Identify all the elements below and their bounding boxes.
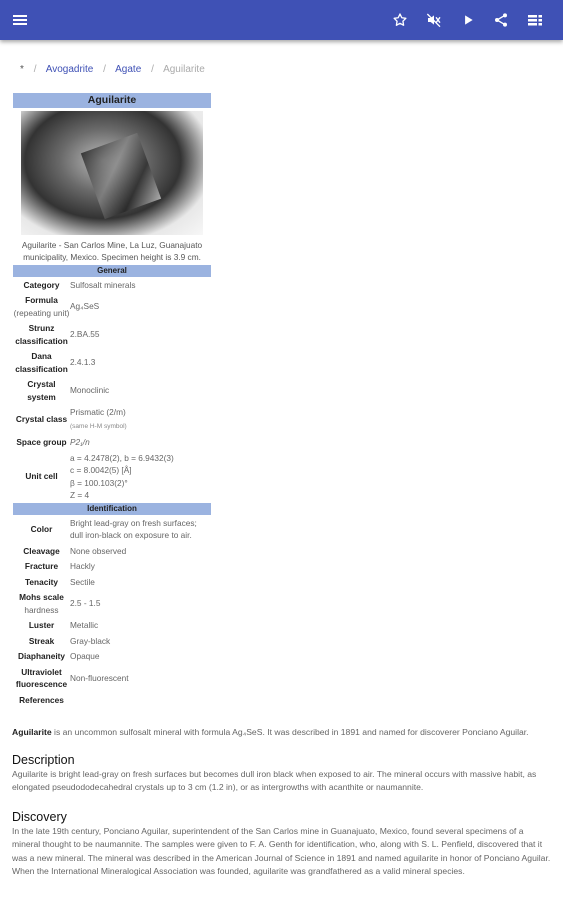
row-label-sub: hardness: [24, 604, 59, 615]
infobox: [13, 93, 211, 708]
discovery-paragraph: In the late 19th century, Ponciano Aguilar, superintendent of the San Carlos mine in Guanajuato, Mexico, found several specimens of a mineral thought to be naumannite. The samples were given to F. A. Genth for identification, who, along with S. L. Penfield, discovered that it was a new mineral. The mineral was described in the American Journal of Science in 1891 and named aguilarite in honor of Ponciano Aguilar. When the International Mineralogical Association was founded, aguilarite was grandfathered as a valid mineral species.: [12, 825, 551, 876]
section-header-general: General: [13, 265, 211, 277]
row-label: Color: [30, 523, 53, 534]
breadcrumb-separator: /: [151, 64, 154, 75]
row-label: Dana classification: [15, 351, 68, 374]
row-label: Unit cell: [25, 471, 58, 482]
row-label[interactable]: Streak: [28, 635, 55, 646]
row-value: Opaque: [70, 651, 100, 661]
row-label[interactable]: Luster: [28, 620, 55, 630]
unit-cell-line: β = 100.103(2)°: [70, 477, 128, 488]
row-value[interactable]: Hackly: [70, 561, 95, 571]
unit-cell-line: Z = 4: [70, 490, 90, 500]
row-label: Space group: [16, 437, 67, 447]
table-row: [13, 405, 211, 435]
row-value: 2.5 - 1.5: [70, 598, 101, 609]
volume-off-icon[interactable]: [424, 10, 444, 30]
row-label: References: [19, 694, 64, 705]
image-caption: Aguilarite - San Carlos Mine, La Luz, Guanajuato municipality, Mexico. Specimen height is 3.9 cm.: [21, 240, 203, 262]
row-value: Gray-black: [70, 635, 111, 646]
unit-cell-line: c = 8.0042(5) [Å]: [70, 465, 132, 475]
row-label: Category: [23, 279, 60, 290]
section-header-identification: Identification: [13, 503, 211, 515]
mineral-image[interactable]: [21, 111, 203, 235]
row-label: Fracture: [24, 561, 59, 571]
list-icon[interactable]: [525, 10, 545, 30]
row-label: Cleavage: [23, 545, 60, 556]
breadcrumb-item-agate[interactable]: Agate: [115, 64, 142, 75]
row-value: Metallic: [70, 620, 99, 630]
row-value: None observed: [70, 545, 127, 556]
row-label: Crystal system: [27, 379, 56, 402]
app-toolbar: [0, 0, 563, 40]
table-row: [13, 574, 211, 590]
table-row: [13, 349, 211, 377]
breadcrumb-home[interactable]: *: [20, 64, 24, 75]
table-row: [13, 543, 211, 559]
row-value[interactable]: Monoclinic: [70, 385, 110, 396]
table-row: [13, 515, 211, 543]
row-value[interactable]: P2₁/n: [70, 437, 90, 447]
infobox-title: Aguilarite: [13, 93, 211, 108]
article-body: [12, 726, 552, 879]
play-icon[interactable]: [458, 10, 478, 30]
intro-text: is an uncommon sulfosalt mineral with formula Ag₄SeS. It was described in 1891 and named for discoverer Ponciano Aguilar.: [51, 727, 529, 737]
breadcrumb: [20, 64, 205, 75]
row-label: Crystal class: [15, 414, 68, 425]
row-value: 2.4.1.3: [70, 357, 96, 368]
row-value: [70, 692, 211, 708]
table-row: [13, 618, 211, 634]
row-value: 2.BA.55: [70, 329, 100, 340]
row-value: Non-fluorescent: [70, 672, 129, 683]
row-label: Tenacity: [24, 576, 59, 587]
description-paragraph: Aguilarite is bright lead-gray on fresh surfaces but becomes dull iron black when exposed to air. The mineral occurs with massive habit, as elongated pseudododecahedral crystals up to 3 cm (1.2 in), or as intergrowths with acanthite or naumannite.: [12, 768, 537, 792]
breadcrumb-separator: /: [103, 64, 106, 75]
intro-paragraph: [12, 726, 552, 740]
table-row: [13, 277, 211, 293]
star-icon[interactable]: [390, 10, 410, 30]
row-label[interactable]: Mohs scale: [19, 592, 64, 602]
table-row: [13, 377, 211, 405]
unit-cell-line: a = 4.2478(2), b = 6.9432(3): [70, 452, 174, 463]
table-row: [13, 321, 211, 349]
row-value-note: (same H-M symbol): [70, 422, 127, 430]
heading-description: Description: [12, 752, 75, 767]
row-label: Formula: [25, 295, 58, 305]
share-icon[interactable]: [491, 10, 511, 30]
row-label[interactable]: Diaphaneity: [17, 651, 66, 661]
table-row: [13, 664, 211, 692]
row-value[interactable]: Sulfosalt minerals: [70, 279, 136, 290]
table-row: [13, 559, 211, 575]
table-row: [13, 649, 211, 665]
table-row: [13, 633, 211, 649]
breadcrumb-item-avogadrite[interactable]: Avogadrite: [45, 64, 94, 75]
row-label-sub: (repeating unit): [13, 307, 70, 318]
table-row: [13, 293, 211, 321]
table-row: [13, 450, 211, 503]
row-value[interactable]: Prismatic (2/m): [70, 407, 126, 417]
breadcrumb-current: Aguilarite: [163, 64, 205, 75]
menu-icon[interactable]: [10, 10, 30, 30]
table-row: [13, 435, 211, 451]
row-value[interactable]: Sectile: [70, 576, 95, 587]
breadcrumb-separator: /: [33, 64, 37, 75]
row-label[interactable]: Ultraviolet fluorescence: [15, 666, 68, 689]
heading-discovery: Discovery: [12, 809, 67, 824]
table-row: [13, 692, 211, 708]
general-table: [13, 277, 211, 503]
intro-title: Aguilarite: [12, 727, 52, 737]
table-row: [13, 590, 211, 618]
identification-table: [13, 515, 211, 708]
row-value: Bright lead-gray on fresh surfaces; dull iron-black on exposure to air.: [70, 517, 197, 540]
row-value: Ag₄SeS: [70, 301, 100, 312]
row-label: Strunz classification: [15, 323, 68, 346]
